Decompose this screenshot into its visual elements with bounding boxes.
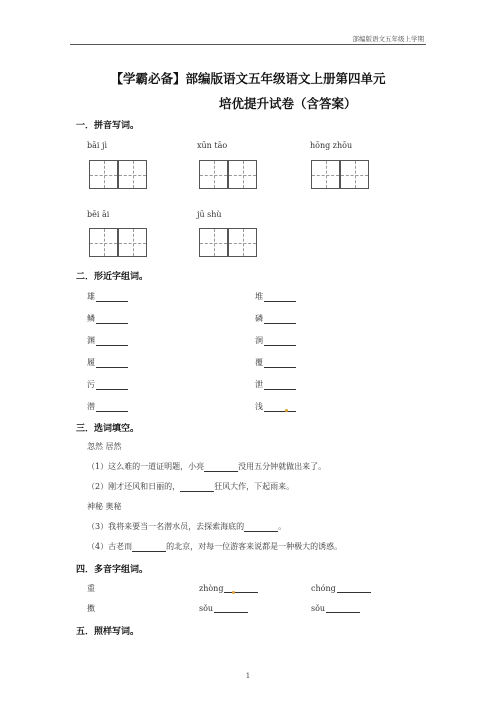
answer-blank[interactable] — [96, 358, 128, 368]
question-3: （3）我将来要当一名潜水员，去探索海底的 。 — [87, 522, 287, 531]
section-heading-4: 四．多音字组词。 — [76, 565, 149, 575]
word-item — [255, 291, 296, 302]
answer-blank[interactable] — [96, 402, 128, 412]
answer-blank[interactable] — [264, 292, 296, 302]
question-4: （4）古老而 的北京，对每一位游客来说都是一种极大的诱惑。 — [87, 542, 343, 551]
polyphone-char: 重 — [87, 584, 95, 593]
word-choices: 忽然 居然 — [87, 442, 122, 451]
char: 涧 — [255, 336, 263, 345]
answer-blank[interactable] — [204, 462, 238, 472]
char: 浅 — [255, 402, 263, 411]
header-rule — [70, 44, 426, 45]
section-heading-1: 一．拼音写词。 — [76, 121, 140, 131]
mark-dot — [285, 409, 288, 412]
question-2: （2）刚才还风和日丽的， 狂风大作，下起雨来。 — [87, 482, 295, 491]
word-item — [255, 379, 296, 390]
answer-blank[interactable] — [96, 314, 128, 324]
tian-cell — [311, 160, 340, 189]
polyphone-char: 擞 — [87, 604, 95, 613]
answer-blank[interactable] — [264, 336, 296, 346]
answer-blank[interactable] — [337, 583, 371, 593]
header-text: 部编版语文五年级上学期 — [352, 35, 424, 43]
mark-dot — [232, 591, 235, 594]
writing-grid[interactable] — [199, 160, 257, 189]
answer-blank[interactable] — [244, 522, 278, 532]
answer-blank[interactable] — [326, 603, 360, 613]
answer-blank[interactable] — [214, 603, 248, 613]
char: 覆 — [255, 358, 263, 367]
answer-blank[interactable] — [224, 583, 258, 593]
writing-grid[interactable] — [199, 228, 257, 257]
word-item — [87, 291, 128, 302]
answer-blank[interactable] — [96, 292, 128, 302]
answer-blank[interactable] — [264, 358, 296, 368]
pinyin-label: jū shù — [197, 210, 222, 219]
polyphone-item: zhòng — [199, 583, 258, 593]
answer-blank[interactable] — [264, 380, 296, 390]
polyphone-item: sǒu — [199, 603, 248, 613]
char: 泄 — [255, 380, 263, 389]
tian-cell — [118, 228, 147, 257]
tian-cell — [89, 160, 118, 189]
page-subtitle: 培优提升试卷（含答案） — [219, 96, 357, 111]
tian-cell — [340, 160, 369, 189]
word-item — [255, 313, 296, 324]
answer-blank[interactable] — [180, 482, 214, 492]
char: 鳞 — [87, 314, 95, 323]
tian-cell — [199, 160, 228, 189]
polyphone-item: sǒu — [311, 603, 360, 613]
char: 堆 — [255, 292, 263, 301]
pinyin-label: bēi āi — [87, 210, 110, 219]
word-item — [87, 401, 128, 412]
answer-blank[interactable] — [96, 380, 128, 390]
writing-grid[interactable] — [89, 160, 147, 189]
char: 潜 — [87, 402, 95, 411]
word-item — [255, 401, 296, 412]
char: 渊 — [87, 336, 95, 345]
word-choices: 神秘 奥秘 — [87, 502, 122, 511]
page-number: 1 — [245, 672, 251, 680]
char: 磷 — [255, 314, 263, 323]
writing-grid[interactable] — [311, 160, 369, 189]
answer-blank[interactable] — [264, 402, 296, 412]
word-item — [87, 335, 128, 346]
char: 污 — [87, 380, 95, 389]
word-item — [87, 313, 128, 324]
char: 履 — [87, 358, 95, 367]
tian-cell — [89, 228, 118, 257]
writing-grid[interactable] — [89, 228, 147, 257]
pinyin-label: hōng zhōu — [310, 141, 353, 150]
answer-blank[interactable] — [264, 314, 296, 324]
tian-cell — [228, 228, 257, 257]
pinyin-label: xūn tāo — [197, 141, 228, 150]
answer-blank[interactable] — [132, 542, 166, 552]
tian-cell — [199, 228, 228, 257]
page-title: 【学霸必备】部编版语文五年级语文上册第四单元 — [110, 71, 386, 86]
tian-cell — [228, 160, 257, 189]
word-item — [255, 357, 296, 368]
tian-cell — [118, 160, 147, 189]
question-1: （1）这么难的一道证明题，小亮 没用五分钟就做出来了。 — [87, 462, 327, 471]
polyphone-item: chóng — [311, 583, 371, 593]
section-heading-3: 三．选词填空。 — [76, 424, 140, 434]
word-item — [87, 379, 128, 390]
word-item — [87, 357, 128, 368]
pinyin-label: bāi jì — [87, 141, 108, 150]
char: 雄 — [87, 292, 95, 301]
word-item — [255, 335, 296, 346]
section-heading-5: 五．照样写词。 — [76, 627, 140, 637]
section-heading-2: 二．形近字组词。 — [76, 272, 149, 282]
answer-blank[interactable] — [96, 336, 128, 346]
